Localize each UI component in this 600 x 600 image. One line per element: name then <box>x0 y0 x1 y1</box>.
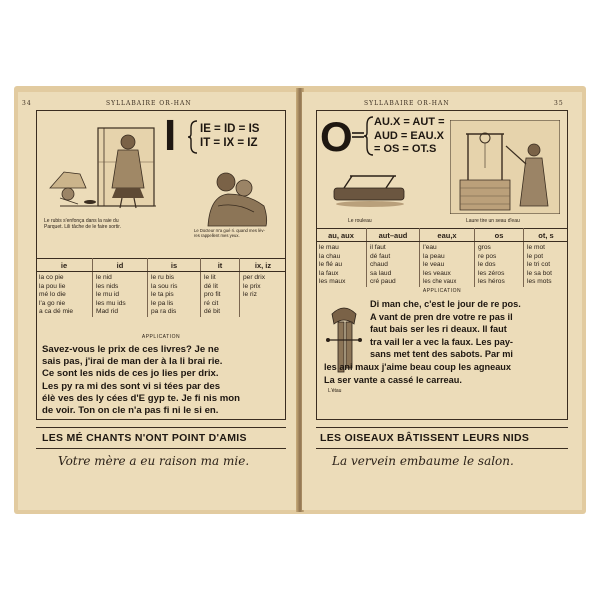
syllable-word: dé bit <box>204 308 221 315</box>
right-divider <box>316 448 568 449</box>
table-header-row <box>316 229 568 242</box>
table-cell <box>367 242 420 287</box>
syllable-word: ré cit <box>204 299 219 307</box>
right-reading-paragraph <box>324 298 521 386</box>
right-running-head: SYLLABAIRE OR-HAN <box>364 100 450 107</box>
syllable-word: la chau <box>319 252 341 260</box>
left-script-sentence: Votre mère a eu raison ma mie. <box>58 454 250 468</box>
column-header: id <box>93 259 148 272</box>
left-caps-sentence: LES MÉ CHANTS N'ONT POINT D'AMIS <box>42 432 247 444</box>
paragraph-line: sans met tent des sabots. Par mi <box>370 349 513 360</box>
vise-caption: L'étau <box>328 388 342 394</box>
table-cell <box>240 272 287 317</box>
roller-illustration <box>330 174 410 210</box>
syllable-word: le ta pis <box>151 291 174 298</box>
syllable-word: gros <box>478 244 491 251</box>
left-running-head: SYLLABAIRE OR-HAN <box>106 100 192 107</box>
syllable-word: Mad rid <box>96 308 118 315</box>
right-formula-line: AUD = EAU.X <box>374 129 444 142</box>
syllable-word: la peau <box>423 252 445 260</box>
syllable-word: mé lo die <box>39 291 66 298</box>
table-row <box>316 242 568 287</box>
table-cell <box>316 242 367 287</box>
paragraph-line: Les py ra mi des sont vi si tées par des <box>42 380 221 392</box>
table-cell <box>201 272 240 317</box>
left-formula-line: IE = ID = IS <box>200 123 260 135</box>
right-application-label: APPLICATION <box>422 288 462 294</box>
right-big-letter: O <box>320 113 353 160</box>
column-header: aut–aud <box>367 229 420 242</box>
right-syllable-table <box>316 228 568 287</box>
syllable-word: la faux <box>319 269 339 277</box>
left-page <box>18 92 298 510</box>
syllable-word: cré paud <box>370 278 396 285</box>
syllable-word: la sou ris <box>151 282 178 290</box>
column-header: eau,x <box>420 229 475 242</box>
caption-line: res rappellent mes yeux. <box>194 233 240 238</box>
syllable-word: la pou lie <box>39 282 66 290</box>
syllable-word: les zéros <box>478 269 505 277</box>
paragraph-line: faut bais ser les ri deaux. Il faut <box>370 324 507 335</box>
paragraph-line: de voir. Ton on cle n'a pas fi ni le si en. <box>42 405 219 417</box>
syllable-word: per drix <box>243 274 265 281</box>
column-header: ot, s <box>524 229 569 242</box>
right-page-number: 35 <box>554 100 564 107</box>
hug-caption <box>194 228 265 238</box>
caption-line: Le Docteur m'a gué ri. quand mes lèv- <box>194 228 265 233</box>
table-cell <box>36 272 93 317</box>
syllable-word: les che vaux <box>423 279 457 285</box>
table-cell <box>93 272 148 317</box>
column-header: os <box>475 229 524 242</box>
table-cell <box>524 242 569 287</box>
paragraph-line: tra vail ler a vec la faux. Les pay- <box>370 336 513 347</box>
syllable-word: le nid <box>96 274 112 281</box>
table-row <box>36 272 286 317</box>
syllable-word: a ca dé mie <box>39 308 74 315</box>
syllable-word: les veaux <box>423 269 451 277</box>
syllable-word: pa ra dis <box>151 308 177 315</box>
syllable-word: le tri cot <box>527 261 551 268</box>
caption-line: Le rubis s'enfonça dans la raie du <box>44 218 119 224</box>
column-header: ix, iz <box>240 259 287 272</box>
right-formula-line: AU.X = AUT = <box>374 116 445 128</box>
syllable-word: le flé au <box>319 261 343 268</box>
right-caps-sentence: LES OISEAUX BÂTISSENT LEURS NIDS <box>320 432 530 444</box>
syllable-word: dé lit <box>204 282 218 290</box>
column-header: is <box>148 259 201 272</box>
right-equals-icon <box>352 130 364 140</box>
syllable-word: les héros <box>478 278 505 285</box>
syllable-word: le pa lis <box>151 299 174 307</box>
table-cell <box>475 242 524 287</box>
left-application-label: APPLICATION <box>141 334 181 340</box>
paragraph-line: Ce sont les nids de ces jo lies per drix. <box>42 368 219 380</box>
syllable-word: dé faut <box>370 252 391 260</box>
right-divider <box>316 427 568 428</box>
table-header-row <box>36 259 286 272</box>
syllable-word: re pos <box>478 252 497 260</box>
syllable-word: l'eau <box>423 244 437 251</box>
syllable-word: l'a go nie <box>39 299 66 307</box>
syllable-word: le riz <box>243 291 257 298</box>
paragraph-line: élè ves des ly cées d'E gyp te. Je fi nis mon <box>42 392 240 404</box>
right-page <box>302 92 582 510</box>
left-big-letter: I <box>164 111 177 160</box>
syllable-word: le lit <box>204 274 216 281</box>
paragraph-line: A vant de pren dre votre re pas il <box>370 311 513 322</box>
syllable-word: il faut <box>370 244 386 251</box>
paragraph-line: sais pas, j'irai de man der à la li brai rie. <box>42 356 223 368</box>
table-cell <box>148 272 201 317</box>
right-script-sentence: La vervein embaume le salon. <box>332 454 514 468</box>
syllable-word: les mu ids <box>96 299 126 307</box>
syllable-word: le mau <box>319 244 339 251</box>
left-divider <box>36 448 286 449</box>
right-brace-icon <box>364 116 374 156</box>
syllable-word: le sa bot <box>527 269 552 277</box>
paragraph-line: Di man che, c'est le jour de re pos. <box>370 299 521 309</box>
left-formula <box>200 122 259 150</box>
hug-illustration <box>196 166 276 228</box>
roller-caption: Le rouleau <box>348 218 372 224</box>
column-header: it <box>201 259 240 272</box>
left-page-number: 34 <box>22 100 32 107</box>
syllable-word: le dos <box>478 261 496 268</box>
left-reading-paragraph <box>42 344 240 417</box>
right-formula-line: = OS = OT.S <box>374 143 437 155</box>
syllable-word: les nids <box>96 282 119 290</box>
syllable-word: la co pie <box>39 274 64 281</box>
column-header: ie <box>36 259 93 272</box>
girl-doorway-illustration <box>40 118 160 214</box>
paragraph-line: La ser vante a cassé le carreau. <box>324 374 462 385</box>
syllable-word: le pot <box>527 252 544 260</box>
syllable-word: sa laud <box>370 269 392 277</box>
right-formula <box>374 116 445 157</box>
syllable-word: le prix <box>243 282 261 290</box>
girl-caption <box>44 218 121 230</box>
paragraph-line: les ani maux j'aime beau coup les agneaux <box>324 361 512 372</box>
syllable-word: chaud <box>370 261 388 268</box>
paragraph-line: Savez-vous le prix de ces livres? Je ne <box>42 344 220 355</box>
caption-line: Parquet. Lili tâche de le faire sortir. <box>44 224 121 230</box>
left-formula-line: IT = IX = IZ <box>200 137 258 149</box>
syllable-word: les maux <box>319 278 346 285</box>
syllable-word: le mu id <box>96 291 120 298</box>
syllable-word: le veau <box>423 261 445 268</box>
syllable-word: le ru bis <box>151 274 175 281</box>
syllable-word: le mot <box>527 244 545 251</box>
well-caption: Laure tire un seau d'eau <box>466 218 520 224</box>
syllable-word: les mots <box>527 278 552 285</box>
well-illustration <box>450 120 560 214</box>
left-divider <box>36 427 286 428</box>
syllable-word: pro fit <box>204 291 221 298</box>
table-cell <box>420 242 475 287</box>
column-header: au, aux <box>316 229 367 242</box>
left-syllable-table <box>36 258 286 317</box>
left-brace-icon <box>188 120 198 154</box>
